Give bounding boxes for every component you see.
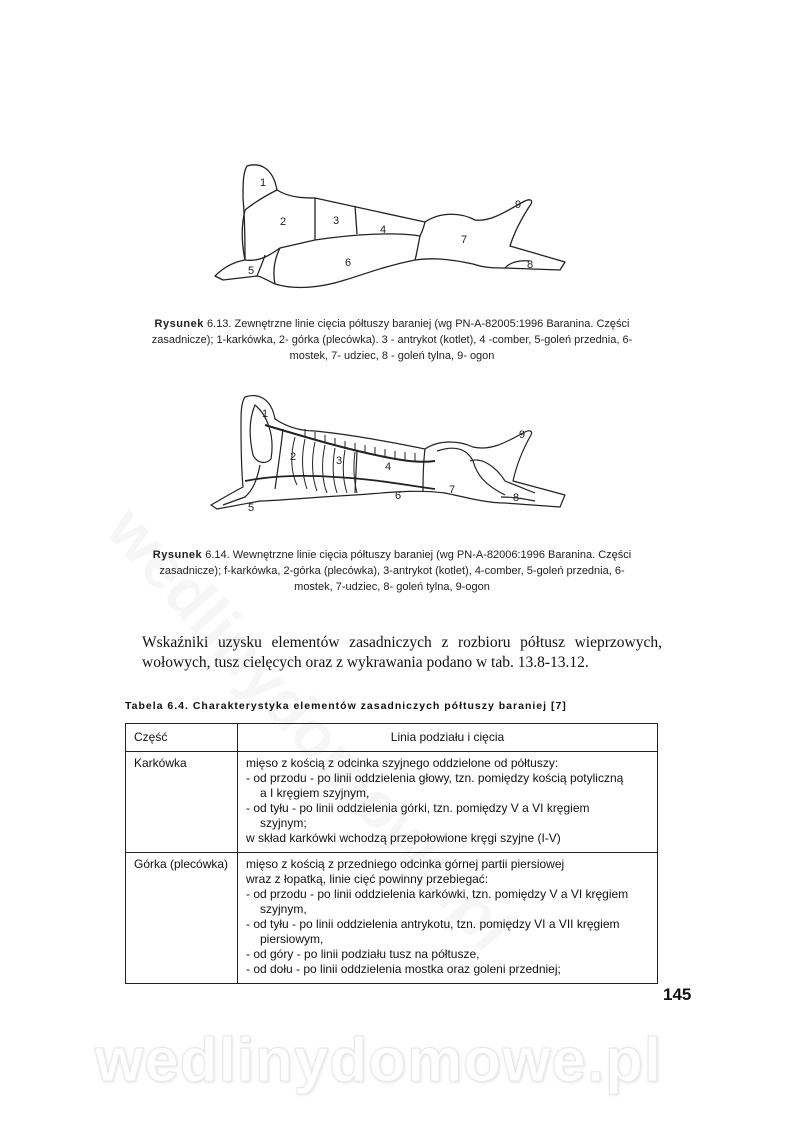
label-8: 8 <box>527 259 534 271</box>
desc-line: - od dołu - po linii oddzielenia mostka oraz goleni przedniej; <box>246 962 561 976</box>
desc-line: - od przodu - po linii oddzielenia karkówki, tzn. pomiędzy V a VI kręgiem <box>246 887 629 901</box>
figure-external-cut-lines <box>205 150 585 300</box>
desc-line: - od góry - po linii podziału tusz na półtusze, <box>246 947 480 961</box>
cuts-table <box>125 723 658 984</box>
caption-label: Rysunek <box>154 318 204 330</box>
label-2: 2 <box>280 216 287 228</box>
desc-line: piersiowym, <box>260 932 324 946</box>
label-7: 7 <box>449 484 456 496</box>
page-number: 145 <box>663 985 692 1004</box>
caption-text: Zewnętrzne linie cięcia półtuszy baraniej (wg PN-A-82005:1996 Baranina. Części zasadnicze); 1-karkówka, 2- górka (plecówka). 3 - antrykot (kotlet), 4 -comber, 5-goleń przednia, 6-mostek, 7- udziec, 8 - goleń tylna, 9- ogon <box>151 318 633 362</box>
desc-line: - od tyłu - po linii oddzielenia antrykotu, tzn. pomiędzy VI a VII kręgiem <box>246 917 620 931</box>
label-4: 4 <box>380 224 387 236</box>
label-1: 1 <box>262 408 269 420</box>
desc-line: - od przodu - po linii oddzielenia głowy, tzn. pomiędzy kością potyliczną <box>246 771 624 785</box>
desc-line: szyjnym, <box>260 902 307 916</box>
caption-text: Wewnętrzne linie cięcia półtuszy baraniej (wg PN-A-82006:1996 Baranina. Części zasadnicze); f-karkówka, 2-górka (plecówka), 3-antrykot (kotlet), 4-comber, 5-goleń przednia, 6-mostek, 7-udziec, 8- goleń tylna, 9-ogon <box>159 549 632 593</box>
desc-line: a I kręgiem szyjnym, <box>260 786 370 800</box>
label-3: 3 <box>336 455 343 467</box>
lamb-carcass-outline-diagram <box>205 150 585 300</box>
bottom-watermark: wedlinydomowe.pl <box>95 1026 663 1095</box>
label-1: 1 <box>260 177 267 189</box>
part-name: Karkówka <box>126 752 238 853</box>
figure-6-13-caption <box>142 316 642 364</box>
table-row <box>126 752 658 853</box>
label-6: 6 <box>345 257 352 269</box>
body-paragraph: Wskaźniki uzysku elementów zasadniczych z rozbioru półtusz wieprzowych, wołowych, tusz cielęcych oraz z wykrawania podano w tab. 13.8-13.12. <box>142 634 662 671</box>
label-4: 4 <box>385 461 392 473</box>
label-9: 9 <box>515 199 522 211</box>
label-5: 5 <box>248 265 255 277</box>
label-5: 5 <box>248 502 255 514</box>
label-7: 7 <box>461 234 468 246</box>
caption-label: Rysunek <box>152 549 203 561</box>
desc-line: w skład karkówki wchodzą przepołowione kręgi szyjne (I-V) <box>246 831 561 845</box>
part-description <box>238 853 658 984</box>
desc-line: wraz z łopatką, linie cięć powinny przebiegać: <box>246 872 489 886</box>
table-header-row <box>126 724 658 752</box>
caption-number: 6.13. <box>206 318 232 330</box>
label-2: 2 <box>290 451 297 463</box>
label-9: 9 <box>519 429 526 441</box>
table-row <box>126 853 658 984</box>
desc-line: szyjnym; <box>260 816 307 830</box>
part-description <box>238 752 658 853</box>
lamb-skeleton-diagram <box>205 385 585 535</box>
desc-line: mięso z kością z przedniego odcinka górnej partii piersiowej <box>246 857 565 871</box>
figure-6-14-caption <box>142 547 642 595</box>
desc-line: - od tyłu - po linii oddzielenia górki, tzn. pomiędzy V a VI kręgiem <box>246 801 590 815</box>
table-title: Tabela 6.4. Charakterystyka elementów zasadniczych półtuszy baraniej [7] <box>125 700 567 712</box>
part-name: Górka (plecówka) <box>126 853 238 984</box>
desc-line: mięso z kością z odcinka szyjnego oddzielone od półtuszy: <box>246 756 559 770</box>
label-6: 6 <box>395 490 402 502</box>
label-3: 3 <box>333 215 340 227</box>
header-part: Część <box>126 724 238 752</box>
caption-number: 6.14. <box>205 549 230 561</box>
header-cut-line: Linia podziału i cięcia <box>238 724 658 752</box>
figure-internal-cut-lines <box>205 385 585 535</box>
label-8: 8 <box>513 492 520 504</box>
